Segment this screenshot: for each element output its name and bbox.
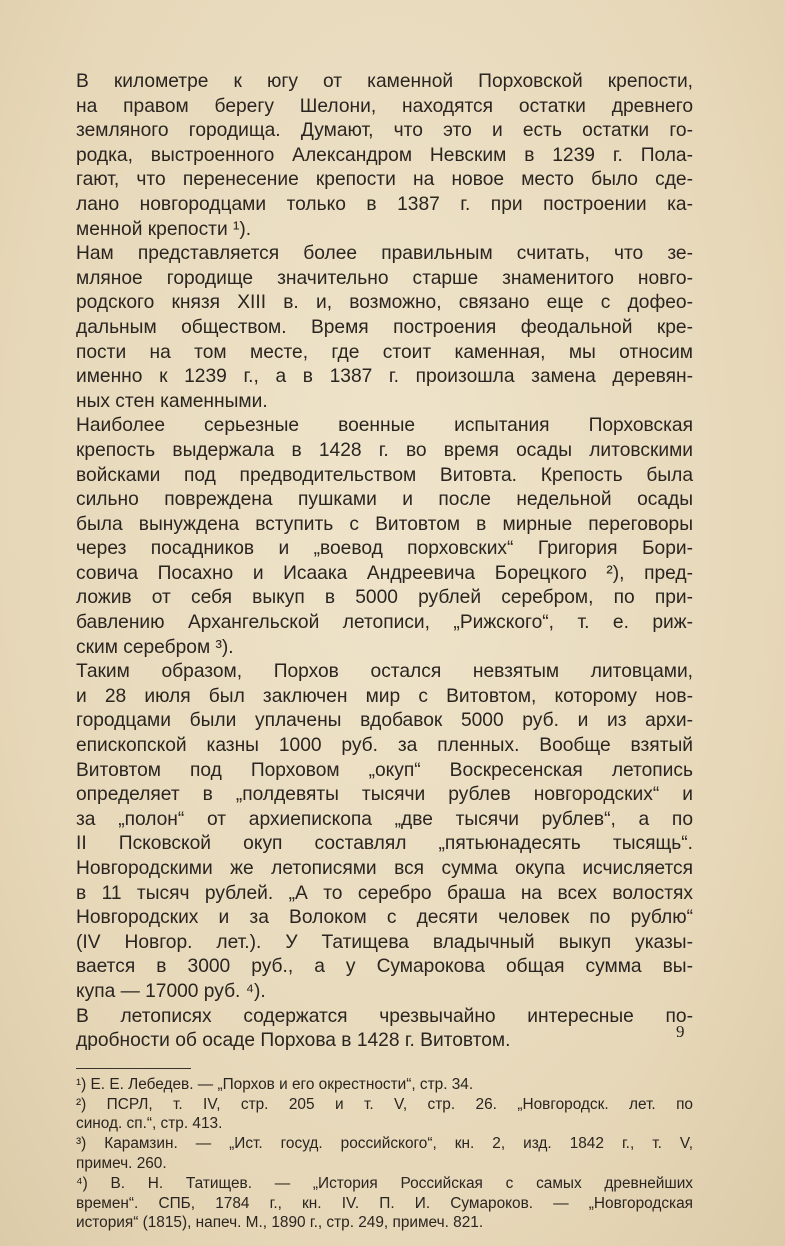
text-line: именно к 1239 г., а в 1387 г. произошла замена деревян- <box>76 366 693 388</box>
footnote-line: ⁴) В. Н. Татищев. — „История Российская с самых древнейших <box>76 1174 693 1192</box>
paragraph <box>76 414 693 660</box>
text-line: Новгородскими же летописями вся сумма окупа исчисляется <box>76 858 693 879</box>
footnote-divider <box>76 1068 191 1069</box>
text-line: земляного городища. Думают, что это и есть остатки го- <box>76 120 693 142</box>
text-line: крепость выдержала в 1428 г. во время осады литовскими <box>76 439 693 461</box>
text-line: в 11 тысяч рублей. „А то серебро браша на всех волостях <box>76 882 693 904</box>
footnote <box>76 1095 693 1135</box>
paragraph <box>76 242 693 414</box>
paragraph <box>76 70 693 242</box>
text-line: ским серебром ³). <box>76 636 234 658</box>
text-line: дальным обществом. Время построения феодальной кре- <box>76 316 693 338</box>
text-line: на правом берегу Шелони, находятся остатки древнего <box>76 95 693 117</box>
text-line: купа — 17000 руб. ⁴). <box>76 980 266 1002</box>
text-line: была вынуждена вступить с Витовтом в мирные переговоры <box>76 513 693 535</box>
text-line: совича Посахно и Исаака Андреевича Борецкого ²), пред- <box>76 562 693 584</box>
paragraph <box>76 1005 693 1054</box>
text-line: епископской казны 1000 руб. за пленных. Вообще взятый <box>76 735 693 757</box>
paragraph <box>76 660 693 1004</box>
text-line: Наиболее серьезные военные испытания Порховская <box>76 415 693 437</box>
footnote <box>76 1075 693 1095</box>
text-line: дробности об осаде Порхова в 1428 г. Витовтом. <box>76 1030 511 1052</box>
text-line: через посадников и „воевод порховских“ Григория Бори- <box>76 538 693 560</box>
text-line: определяет в „полдевяты тысячи рублев новгородских“ и <box>76 784 693 806</box>
text-line: за „полон“ от архиепископа „две тысячи рублев“, а по <box>76 808 693 830</box>
footnote-line: ³) Карамзин. — „Ист. госуд. российского“, кн. 2, изд. 1842 г., т. V, <box>76 1135 693 1153</box>
footnote-line: примеч. 260. <box>76 1154 167 1172</box>
footnote-line: времен“. СПБ, 1784 г., кн. IV. П. И. Сумароков. — „Новгородская <box>76 1194 693 1212</box>
text-line: В километре к югу от каменной Порховской крепости, <box>76 71 693 92</box>
text-line: вается в 3000 руб., а у Сумарокова общая сумма вы- <box>76 956 693 978</box>
text-line: менной крепости ¹). <box>76 218 252 240</box>
text-line: родского князя XIII в. и, возможно, связано еще с дофео- <box>76 292 693 314</box>
text-line: лано новгородцами только в 1387 г. при построении ка- <box>76 193 693 215</box>
text-line: гают, что перенесение крепости на новое место было сде- <box>76 169 693 191</box>
text-line: родка, выстроенного Александром Невским в 1239 г. Пола- <box>76 144 693 166</box>
text-line: Витовтом под Порховом „окуп“ Воскресенская летопись <box>76 759 693 781</box>
text-line: бавлению Архангельской летописи, „Рижского“, т. е. риж- <box>76 612 693 634</box>
text-line: II Псковской окуп составлял „пятьюнадесять тысящь“. <box>76 833 693 855</box>
footnotes <box>76 1075 693 1233</box>
footnote-line: ²) ПСРЛ, т. IV, стр. 205 и т. V, стр. 26. „Новгородск. лет. по <box>76 1095 693 1113</box>
text-line: мляное городище значительно старше знаменитого новго- <box>76 267 693 289</box>
text-line: Таким образом, Порхов остался невзятым литовцами, <box>76 661 693 683</box>
text-line: ных стен каменными. <box>76 390 268 412</box>
footnote <box>76 1134 693 1174</box>
text-line: ложив от себя выкуп в 5000 рублей серебром, по при- <box>76 587 693 609</box>
footnote <box>76 1174 693 1233</box>
text-line: Нам представляется более правильным считать, что зе- <box>76 243 693 265</box>
text-line: (IV Новгор. лет.). У Татищева владычный выкуп указы- <box>76 931 693 953</box>
text-line: сильно повреждена пушками и после недельной осады <box>76 489 693 511</box>
text-line: войсками под предводительством Витовта. Крепость была <box>76 464 693 486</box>
page-number: 9 <box>676 1022 685 1041</box>
footnote-line: синод. сп.“, стр. 413. <box>76 1115 223 1133</box>
text-line: Новгородских и за Волоком с десяти человек по рублю“ <box>76 907 693 929</box>
text-line: городцами были уплачены вдобавок 5000 руб. и из архи- <box>76 710 693 732</box>
text-line: пости на том месте, где стоит каменная, мы относим <box>76 341 693 363</box>
footnote-line: история“ (1815), напеч. М., 1890 г., стр. 249, примеч. 821. <box>76 1214 484 1232</box>
page-body <box>76 70 693 1233</box>
main-text <box>76 70 693 1054</box>
text-line: В летописях содержатся чрезвычайно интересные по- <box>76 1005 693 1027</box>
text-line: и 28 июля был заключен мир с Витовтом, которому нов- <box>76 685 693 707</box>
footnote-line: ¹) Е. Е. Лебедев. — „Порхов и его окрестности“, стр. 34. <box>76 1075 474 1093</box>
